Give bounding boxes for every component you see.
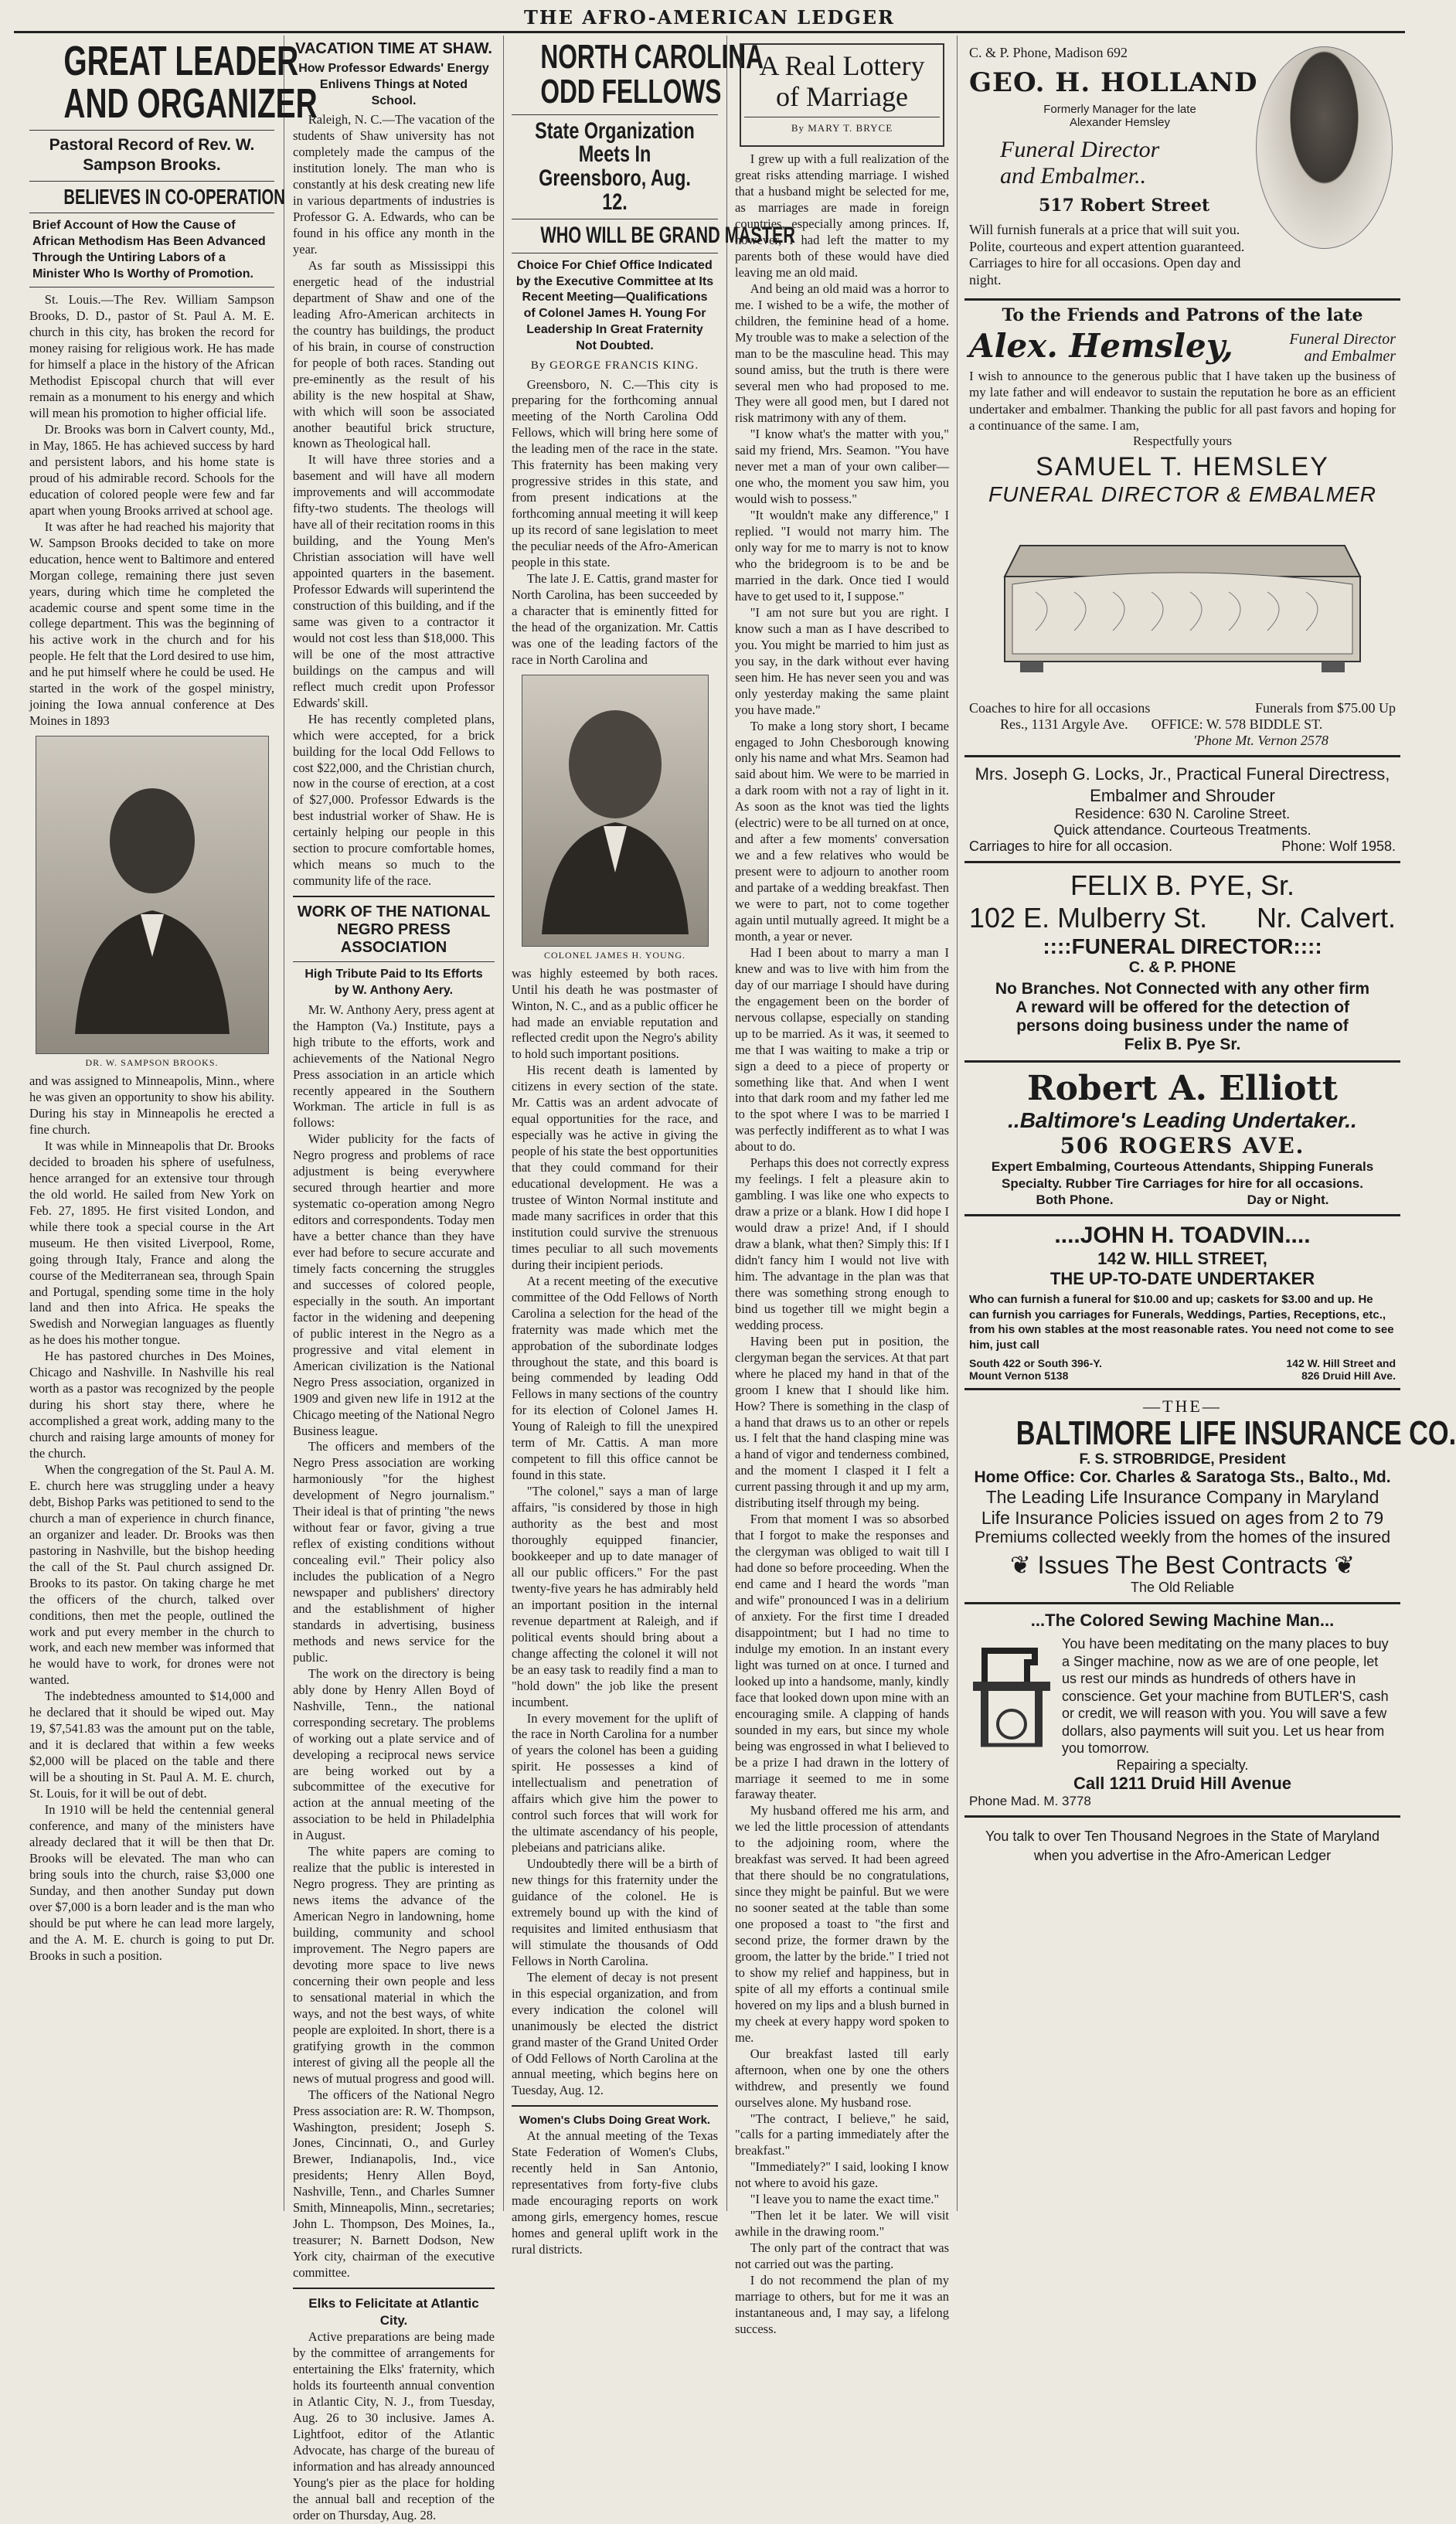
ad-name: ....JOHN H. TOADVIN.... [1054, 1223, 1311, 1249]
ad-tag: ..Baltimore's Leading Undertaker.. [1008, 1108, 1357, 1132]
casket-illustration [989, 515, 1376, 692]
paragraph: The indebtedness amounted to $14,000 and he declared that it should be wiped out. May 19, $7,541.83 was the amount put on the table, and it is declared that within a few weeks $2,000 will be placed on the table and there will be a shouting in St. Paul A. M. E. church, St. Louis, for it will be out of debt. [29, 1689, 274, 1801]
portrait-photo [1256, 46, 1393, 249]
ad-phone: Both Phone. [1036, 1192, 1114, 1208]
paragraph: It will have three stories and a basement and will have all modern improvements and will accommodate fifty-two students. The theologs will have all of their recitation rooms in this building, and the Young Men's Christian association will have well appointed quarters in the basement. Professor Edwards will superintend the construction of this building, and if the same was given to a contractor it would not cost less than $18,000. This will be one of the most attractive buildings on the campus and will reflect much credit upon Professor Edwards' skill. [293, 452, 495, 710]
paragraph: Perhaps this does not correctly express my feelings. I felt a pleasure akin to gambling. I was like one who expects to draw a prize or a blank. How I did hope I would draw a prize! And, if I should draw a blank, what then? Simply this: If I didn't fancy him I would not live with him. The advantage in the plan was that there was something strong enough to bind us together till we might begin a wedding process. [735, 1155, 949, 1332]
ad-locks [964, 757, 1400, 863]
casket-icon [989, 515, 1376, 692]
ad-reward: A reward will be offered for the detection of persons doing business under the name of [1015, 998, 1350, 1035]
ad-phone: C. & P. PHONE [1128, 959, 1237, 976]
ad-toadvin [964, 1216, 1400, 1390]
byline: By GEORGE FRANCIS KING. [530, 359, 699, 372]
ad-text: You have been meditating on the many places to buy a Singer machine, now as we are of one people, let us rest our minds as hundreds of others have in conscience. Get your machine from BUTLER'S, cash or credit, we will reason with you. You will save a few dollars, also payments will suit you. Let us hear from you tomorrow. [1062, 1636, 1389, 1757]
subhead-caps: WHO WILL BE GRAND MASTER [540, 223, 795, 249]
paragraph: Raleigh, N. C.—The vacation of the students of Shaw university has not completely made the campus of the institution lonely. The man who is constantly at his desk creating new life in various departments of industries is Professor G. A. Edwards, who can be found in his office any month in the year. [293, 112, 495, 257]
paragraph: I do not recommend the plan of my marriage to others, but for me it was an instantaneous and, I may say, a lifelong success. [735, 2273, 949, 2336]
ad-line: Issues The Best Contracts [1037, 1551, 1328, 1580]
paragraph: The officers of the National Negro Press association are: R. W. Thompson, Washington, president; Joseph S. Jones, Cincinnati, O., and Gurley Brewer, Indianapolis, Ind., vice presidents; Henry Allen Boyd, Nashville, Tenn., and Charles Sumner Smith, Minneapolis, Minn., secretaries; John L. Thompson, Des Moines, Ia., treasurer; N. Barnett Dodson, New York city, chairman of the executive committee. [293, 2087, 495, 2281]
paragraph: St. Louis.—The Rev. William Sampson Brooks, D. D., pastor of St. Paul A. M. E. church in this city, has broken the record for money raising for religious work. He has made for himself a place in the history of the African Methodist Episcopal church that will ever remain as a monument to his energy and which will mean his promotion to higher official life. [29, 292, 274, 421]
paragraph: At a recent meeting of the executive committee of the Odd Fellows of North Carolina a selection for the head of the fraternity was made which met the approbation of the subordinate lodges throughout the state, and this board is being commended by leading Odd Fellows in many sections of the country for its election of Colonel James H. Young of Raleigh to fill the unexpired term of Mr. Cattis. A man more competent to fill this office cannot be found in this state. [512, 1273, 718, 1483]
headline: Women's Clubs Doing Great Work. [519, 2114, 711, 2128]
paragraph: "The colonel," says a man of large affairs, "is considered by those in high authority as the best and most thoroughly equipped financier, bookkeeper and up to date manager of all our public officers." For the past twenty-five years he has admirably held an important position in the internal revenue department at Raleigh, and if political events should bring about a change affecting the colonel it will not be an easy task to readily find a man to "hold down" the job like the present incumbent. [512, 1484, 718, 1709]
ad-name2: SAMUEL T. HEMSLEY [1036, 452, 1329, 481]
deck: Choice For Chief Office Indicated by the Executive Committee at Its Recent Meeting—Qualifications of Colonel James H. Young For Leadership In Great Fraternity Not Doubted. [515, 258, 714, 352]
ad-hemsley [964, 301, 1400, 757]
deck: How Professor Edwards' Energy Enlivens Things at Noted School. [298, 62, 489, 107]
paragraph: And being an old maid was a horror to me. I wished to be a wife, the mother of children, the feminine head of a home. My trouble was to make a selection of the man to be the masculine head. This may sound amiss, but the truth is there were several men who had proposed to me. They were all good men, but I dared not risk matrimony with any of them. [735, 281, 949, 426]
ad-name: GEO. H. HOLLAND [969, 67, 1258, 98]
ad-phone: C. & P. Phone, Madison 692 [969, 45, 1128, 60]
paragraph: As far south as Mississippi this energetic head of the industrial department of Shaw and one of the leading Afro-American architects in the country has buildings, the product of his brain, in course of construction for people of both races. Standing out pre-eminently as the result of his ability is the new hospital at Shaw, with which will soon be associated another beautiful brick structure, known as Theological hall. [293, 257, 495, 451]
paragraph: The white papers are coming to realize that the public is interested in Negro progress. They are printing as news items the advance of the American Negro in landowning, home building, community and school improvement. The Negro papers are devoting more space to live news concerning their own people and less to sensational material in which the ways, and not the best ways, of white people are exploited. In short, there is a gratifying growth in the common interest of giving all the people all the news of mutual progress and good will. [293, 1844, 495, 2086]
deck: Brief Account of How the Cause of African Methodism Has Been Advanced Through the Untiring Labors of a Minister Who Is Worthy of Promotion. [32, 219, 266, 281]
headline-line: ODD FELLOWS [540, 72, 722, 111]
column-2 [287, 36, 501, 2522]
masthead-rule [14, 31, 1405, 33]
photo-caption: DR. W. SAMPSON BROOKS. [85, 1057, 219, 1069]
paragraph: Our breakfast lasted till early afternoon, when one by one the others withdrew, and presently we found ourselves alone. My husband rose. [735, 2046, 949, 2110]
ad-cross: Nr. Calvert. [1256, 902, 1396, 934]
ad-repair: Repairing a specialty. [1116, 1757, 1249, 1773]
paragraph: It was while in Minneapolis that Dr. Brooks decided to broaden his sphere of usefulness, hence arranged for an extensive tour through the old world. He sailed from New York on Feb. 27, 1895. He first visited London, and while there took a special course in the Art museum. He then visited Liverpool, Rome, going through Italy, France and along the course of the Mediterranean sea, through Spain and Portugal, spending some time in the holy land and then into Africa. He speaks the Swedish and Norwegian languages as fluently as he does his mother tongue. [29, 1138, 274, 1348]
paragraph: When the congregation of the St. Paul A. M. E. church here was struggling under a heavy debt, Bishop Parks was petitioned to send to the church a man of experience in church finance, an organizer and leader. Dr. Brooks was then pastoring in Nashville, but the bishop heeding the call of the St. Paul church assigned Dr. Brooks to its pastor. On taking charge he met the officers of the church, talked over conditions, then met the people, outlined the work and put every member in the church to work, and each new member was informed that he would have to work, for drones were not wanted. [29, 1462, 274, 1688]
ad-coaches: Coaches to hire for all occasions [969, 700, 1151, 716]
headline-line: GREAT LEADER [63, 38, 299, 84]
ad-address: 826 Druid Hill Ave. [1301, 1369, 1396, 1383]
deck: High Tribute Paid to Its Efforts by W. Anthony Aery. [304, 968, 483, 997]
ad-phone: Phone: Wolf 1958. [1281, 838, 1396, 854]
ad-ledger: You talk to over Ten Thousand Negroes in the State of Maryland when you advertise in the Afro-American Ledger [985, 1828, 1379, 1863]
paragraph: Mr. W. Anthony Aery, press agent at the Hampton (Va.) Institute, pays a high tribute to the efforts, work and achievements of the National Negro Press association in an article which recently appeared in the Southern Workman. The article in full is as follows: [293, 1002, 495, 1131]
paragraph: "Then let it be later. We will visit awhile in the drawing room." [735, 2208, 949, 2240]
headline-line: of Marriage [776, 80, 908, 112]
ad-sign: Respectfully yours [1133, 434, 1232, 448]
ad-role: ::::FUNERAL DIRECTOR:::: [1043, 934, 1322, 958]
ad-line: Mrs. Joseph G. Locks, Jr., Practical Funeral Directress, Embalmer and Shrouder [975, 764, 1390, 805]
ad-top: To the Friends and Patrons of the late [1002, 305, 1363, 325]
ad-address: 142 W. HILL STREET, [1097, 1249, 1267, 1269]
article-body [735, 151, 949, 2338]
ad-text: Who can furnish a funeral for $10.00 and up; caskets for $3.00 and up. He can furnish you carriages for Funerals, Weddings, Parties, Receptions, etc., from his own stables at the most reasonable rates. You need not come to see him, just call [969, 1293, 1394, 1352]
paragraph: Dr. Brooks was born in Calvert county, Md., in May, 1865. He has achieved success by hard and persistent labors, and his home state is proud of his admirable record. Schools for the education of colored people were few and far apart when young Brooks arrived at school age. [29, 422, 274, 518]
ad-the: —THE— [1143, 1396, 1222, 1417]
ad-office: Home Office: Cor. Charles & Saratoga Sts., Balto., Md. [974, 1468, 1391, 1487]
article-body [512, 377, 718, 668]
ad-name: Alex. Hemsley, [969, 327, 1233, 365]
paragraph: "Immediately?" I said, looking I know not where to avoid his gaze. [735, 2159, 949, 2191]
photo-caption: COLONEL JAMES H. YOUNG. [543, 949, 686, 961]
ad-name: BALTIMORE LIFE INSURANCE CO. [1015, 1414, 1456, 1453]
subhead-caps: BELIEVES IN CO-OPERATION [63, 184, 285, 209]
ad-phone: Mount Vernon 5138 [969, 1369, 1069, 1383]
byline: By MARY T. BRYCE [791, 122, 893, 134]
ad-title: Funeral Director [1000, 137, 1160, 162]
ad-residence: Residence: 630 N. Caroline Street. [1074, 806, 1291, 821]
column-rule [726, 36, 727, 2211]
ad-title: ...The Colored Sewing Machine Man... [1030, 1611, 1335, 1631]
paragraph: and was assigned to Minneapolis, Minn., where he was given an opportunity to show his ability. During his stay in Minneapolis he erected a fine church. [29, 1073, 274, 1137]
article-body [293, 2329, 495, 2523]
ad-street: 102 E. Mulberry St. [969, 902, 1208, 934]
fleur-icon: ❦ [1009, 1551, 1038, 1580]
paragraph: Had I been about to marry a man I knew and was to live with him from the day of our marriage I should have during the engagement been on the border of nervous collapse, especially on standing up to be married. As it was, it seemed to me that I was waiting to make a trip or sign a deed to a piece of property or something like that. And when I went into that dark room and my father led me to the spot where I was to be married I was perfectly indifferent as to what I was about to do. [735, 944, 949, 1155]
ad-branches: No Branches. Not Connected with any other firm [995, 980, 1370, 998]
paragraph: The only part of the contract that was not carried out was the parting. [735, 2240, 949, 2272]
paragraph: Active preparations are being made by the committee of arrangements for entertaining the Elks' fraternity, which holds its fourteenth annual convention in Atlantic City, N. J., from Tuesday, Aug. 26 to 30 inclusive. James A. Lightfoot, editor of the Atlantic Advocate, has charge of the bureau of information and has already announced Young's pier as the place for holding the annual ball and reception of the order on Thursday, Aug. 28. [293, 2329, 495, 2522]
ad-text: Will furnish funerals at a price that will suit you. Polite, courteous and expert attention guaranteed. Carriages to hire for all occasions. Open day and night. [969, 222, 1245, 287]
ad-text: I wish to announce to the generous public that I have taken up the business of my late father and will endeavor to sustain the reputation he bore as an efficient undertaker and embalmer. Thanking the public for all past favors and hoping for a continuance of the same. I am, [969, 369, 1396, 433]
article-body-cont [29, 1073, 274, 1964]
ad-line: The Leading Life Insurance Company in Maryland [985, 1487, 1379, 1508]
ad-phone: 'Phone Mt. Vernon 2578 [1193, 733, 1328, 748]
ad-hours: Day or Night. [1247, 1192, 1329, 1208]
paragraph: The late J. E. Cattis, grand master for North Carolina, has been succeeded by a character that is eminently fitted for the head of the organization. Mr. Cattis was one of the leading factors of the race in North Carolina and [512, 570, 718, 667]
ad-funerals: Funerals from $75.00 Up [1255, 700, 1396, 716]
paragraph: From that moment I was so absorbed that I forgot to make the responses and the clergyman was obliged to wait till I had done so before proceeding. When the end came and I heard the words "man and wife" pronounced I was in a delirium of anxiety. For the first time I dreaded disappointment; but I had no time to indulge my emotion. In an instant every light was turned on at once. I turned and looked up into a handsome, manly, kindly face that looked down upon mine with an encouraging smile. A clapping of hands sounded in my ears, but since my whole being was engrossed in what I believed to be a prize I had drawn in the lottery of marriage it seemed to me in some faraway theater. [735, 1512, 949, 1802]
ad-residence: Res., 1131 Argyle Ave. [1000, 716, 1128, 732]
ad-name: Robert A. Elliott [1027, 1069, 1338, 1108]
article-body [293, 1002, 495, 2281]
paragraph: My husband offered me his arm, and we led the little procession of attendants to the adjoining room, where the breakfast was served. It had been agreed that there should be no congratulations, since they might be painful. But we were no sooner seated at the table than some one proposed a toast to "the first and second prize, the former drawn by the groom, the latter by the bride." I tried not to show my relief and happiness, but in spite of all my efforts a continual smile hovered on my lips and a blush burned in my cheek at every happy word spoken to me. [735, 1803, 949, 2045]
ad-holland [964, 39, 1400, 301]
ad-president: F. S. STROBRIDGE, President [1079, 1451, 1286, 1468]
paragraph: "I leave you to name the exact time." [750, 2192, 940, 2207]
headline-line: AND ORGANIZER [63, 80, 318, 128]
ad-text: Expert Embalming, Courteous Attendants, Shipping Funerals Specialty. Rubber Tire Carriages for hire for all occasions. [991, 1159, 1374, 1192]
article-body [293, 112, 495, 890]
title-box [740, 43, 944, 147]
paragraph: The element of decay is not present in this especial organization, and from every indication the colonel will unanimously be elected the district grand master of the Grand United Order of Odd Fellows of North Carolina at the annual meeting, which begins here on Tuesday, Aug. 12. [512, 1969, 718, 2098]
ad-role: and Embalmer [1304, 348, 1396, 365]
ad-line: Premiums collected weekly from the homes of the insured [974, 1529, 1391, 1547]
paragraph: To make a long story short, I became engaged to John Chesborough knowing only his name and what Mrs. Seamon had said about him. We were to be married in a dark room with not a ray of light in it. As soon as the knot was tied the lights (electric) were to be all turned on at once, and after a few moments' conversation we and a few relatives who would be present were to adjourn to another room and partake of a wedding breakfast. Then we were to part, not to come together again until mutually agreed. It might be a month, a year or never. [735, 718, 949, 944]
paragraph: His recent death is lamented by citizens in every section of the state. Mr. Cattis was an ardent advocate of equal opportunities for the race, and especially was he active in giving the people of his state the best opportunities that they could command for their educational development. He was a trustee of Winton Normal institute and made many sacrifices in order that this institution could survive the strenuous times peculiar to all such movements during their incipient periods. [512, 1063, 718, 1272]
paragraph: Greensboro, N. C.—This city is preparing for the forthcoming annual meeting of the North Carolina Odd Fellows, which will bring here some of the leading men of the race in the state. This fraternity has been making very progressive strides in this state, and from present indications at the forthcoming annual meeting it will keep up its record of sane legislation to meet the peculiar needs of the Afro-American people in this state. [512, 376, 718, 570]
portrait-silhouette-icon [67, 756, 237, 1034]
fleur-icon: ❦ [1327, 1551, 1356, 1580]
ad-line: The Old Reliable [1130, 1580, 1235, 1596]
ad-tag: THE UP-TO-DATE UNDERTAKER [1049, 1269, 1315, 1289]
ad-call: Call 1211 Druid Hill Avenue [1073, 1773, 1292, 1793]
headline: WORK OF THE NATIONAL NEGRO PRESS ASSOCIATION [297, 903, 491, 957]
ad-name: FELIX B. PYE, Sr. [1070, 869, 1295, 901]
paragraph: In every movement for the uplift of the race in North Carolina for a number of years the colonel has been a guiding spirit. He possesses a kind of intellectualism and penetration of affairs which give him the power to control such forces that will work for the ultimate ascendancy of his people, plebeians and patricians alike. [512, 1710, 718, 1856]
sewing-machine-illustration [969, 1635, 1054, 1751]
column-1 [23, 36, 318, 2211]
ad-role: FUNERAL DIRECTOR & EMBALMER [988, 482, 1377, 506]
ad-address: 506 ROGERS AVE. [1060, 1133, 1305, 1158]
ad-address: 517 Robert Street [1039, 196, 1210, 216]
ad-formerly: Formerly Manager for the late Alexander Hemsley [1043, 103, 1196, 129]
headline-line: A Real Lottery [759, 50, 925, 81]
ad-signature: Felix B. Pye Sr. [1124, 1036, 1241, 1053]
ad-contracts [969, 1550, 1396, 1580]
paragraph: "It wouldn't make any difference," I replied. "I would not marry him. The only way for me to marry is not to know who the bridegroom is to be and be married in the dark. Once tied I would have to get used to it, I suppose." [735, 508, 949, 604]
paragraph: At the annual meeting of the Texas State Federation of Women's Clubs, recently held in San Antonio, representatives from forty-five clubs made encouraging reports on work among girls, emergency homes, rescue homes and general uplift work in the rural districts. [512, 2128, 718, 2257]
column-rule [957, 36, 958, 2211]
ad-elliott [964, 1063, 1400, 1216]
article-body [29, 292, 274, 730]
column-3 [505, 36, 795, 2257]
ad-baltimore-life [964, 1390, 1456, 1604]
paragraph: He has pastored churches in Des Moines, Chicago and Nashville. In Nashville his real worth as a pastor was recognized by the people during his short stay there, where he accomplished a great work, adding many to the church and raising large amounts of money for the church. [29, 1349, 274, 1461]
portrait-silhouette-icon [538, 687, 692, 934]
subhead-text: State Organization Meets In Greensboro, Aug. 12. [535, 117, 695, 215]
paragraph: was highly esteemed by both races. Until his death he was postmaster of Winton, N. C., and as a public officer he had made an enviable reputation and reflected credit upon the Negro's ability to hold such important positions. [512, 965, 718, 1062]
paragraph: "The contract, I believe," he said, "calls for a parting immediately after the breakfast." [735, 2111, 949, 2158]
paragraph: He has recently completed plans, which were accepted, for a brick building for the local Odd Fellows to cost $22,000, and the Christian church, now in the course of erection, at a cost of $27,000. Professor Edwards is the best industrial worker of Shaw. He is certainly helping our people in this section to procure comfortable homes, which means so much to the community life of the race. [293, 711, 495, 889]
ad-title: and Embalmer.. [1000, 163, 1147, 189]
portrait-photo [522, 675, 709, 947]
ad-butler [964, 1604, 1400, 1818]
ad-carriages: Carriages to hire for all occasion. [969, 838, 1173, 854]
ads-column [958, 36, 1456, 2211]
article-body [512, 2128, 718, 2258]
sewing-machine-icon [969, 1635, 1054, 1751]
paragraph: I grew up with a full realization of the great risks attending marriage. I wished that a husband might be selected for me, as marriages are made in foreign countries, especially among princes. If, however, I had left the matter to my parents both of these would have died leaving me an old maid. [735, 151, 949, 280]
subhead: Pastoral Record of Rev. W. Sampson Brooks. [49, 136, 255, 175]
headline: VACATION TIME AT SHAW. [295, 40, 492, 57]
paragraph: The work on the directory is being ably done by Henry Allen Boyd of Nashville, Tenn., the national corresponding secretary. The problems of working out a plate service and of developing a reciprocal news service are being worked out by a subcommittee of the executive for action at the annual meeting of the association to be held in Philadelphia in August. [293, 1665, 495, 1843]
subhead [512, 117, 718, 215]
paragraph: "I know what's the matter with you," said my friend, Mrs. Seamon. "You have never met a man of your own caliber—one who, the moment you saw him, you would wish to possess." [735, 427, 949, 507]
ad-phone: South 422 or South 396-Y. [969, 1357, 1102, 1370]
paragraph: In 1910 will be held the centennial general conference, and many of the ministers have already declared that it will be then that Dr. Brooks will be elevated. The man who can bring souls into the church, raise $3,000 one Sunday, and then another Sunday put down over $7,000 is a born leader and is the man who should be put where he can lead more largely, and the A. M. E. church is going to put Dr. Brooks in such a position. [29, 1802, 274, 1963]
ad-address: 142 W. Hill Street and [1286, 1357, 1396, 1370]
portrait-photo [36, 736, 269, 1054]
article-body-cont [512, 966, 718, 2100]
ad-attend: Quick attendance. Courteous Treatments. [1053, 822, 1311, 838]
paragraph: "I am not sure but you are right. I know such a man as I have described to you. You might be married to him just as you say, in the dark without ever having seen him. He has never seen you and was only yesterday making the same plaint you have made." [735, 604, 949, 717]
headline-line: NORTH CAROLINA [540, 38, 764, 76]
paragraph: Wider publicity for the facts of Negro progress and problems of race adjustment is being everywhere secured through heartier and more systematic co-operation among Negro editors and correspondents. Today men have a better chance than they have ever had before to secure accurate and timely facts concerning the struggles and successes of colored people, especially in the south. An important factor in the widening and deepening of public interest in the Negro as a progressive and vital element in American civilization is the National Negro Press association, organized in 1909 and given new life in 1912 at the Chicago meeting of the National Negro Business league. [293, 1131, 495, 1438]
ad-role: Funeral Director [1289, 331, 1396, 348]
column-4 [729, 36, 955, 2336]
masthead: THE AFRO-AMERICAN LEDGER [524, 6, 895, 29]
paragraph: Having been put in position, the clergyman began the services. At that part where he placed my hand in that of the groom I knew that I should like him. How? There is something in the clasp of a hand that draws us to an other or repels us. I felt that the hand clasping mine was a hand of vigor and tenderness combined, and the moment I clasped it I felt a current passing through it and up my arm, distributing itself through my being. [735, 1333, 949, 1511]
ad-line: Life Insurance Policies issued on ages from 2 to 79 [981, 1508, 1384, 1529]
paragraph: It was after he had reached his majority that W. Sampson Brooks decided to take on more education, hence went to Baltimore and entered Morgan college, remaining there just seven years, during which time he completed the academic course and spent some time in the college department. This was the beginning of his active work in the church and for his people. He felt that the Lord desired to use him, and he put himself where he could be used. He started in the work of the gospel ministry, joining the Iowa annual conference at Des Moines in 1893 [29, 519, 274, 729]
column-rule [503, 36, 504, 2211]
headline: Elks to Felicitate at Atlantic City. [308, 2296, 479, 2328]
ad-office: OFFICE: W. 578 BIDDLE ST. [1151, 716, 1323, 732]
ad-phone: Phone Mad. M. 3778 [969, 1793, 1091, 1808]
paragraph: Undoubtedly there will be a birth of new things for this fraternity under the guidance of the colonel. He is extremely bound up with the kind of requisites and limited enthusiasm that will stimulate the thousands of Odd Fellows in North Carolina. [512, 1856, 718, 1968]
paragraph: The officers and members of the Negro Press association are working harmoniously "for the highest development of Negro journalism." Their ideal is that of printing "the news without fear or favor, giving a true reflex of existing conditions without concealing evil." Their policy also includes the publication of a Negro newspaper and publishers' directory and the establishment of higher standards in advertising, business methods and news service for the public. [293, 1439, 495, 1665]
ad-pye [964, 863, 1400, 1063]
